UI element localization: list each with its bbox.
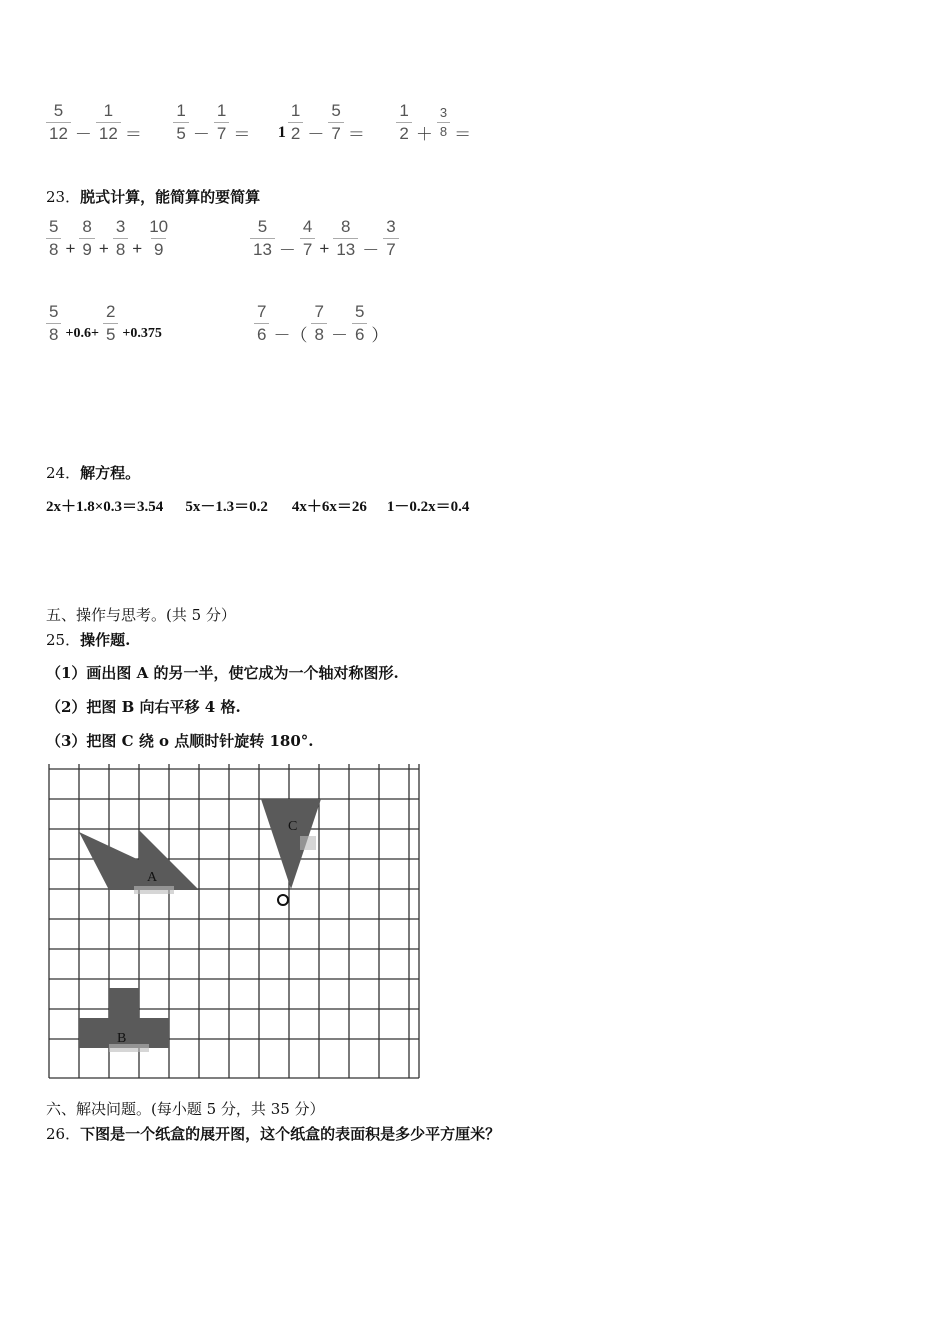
fraction: [352, 303, 367, 344]
fraction: [288, 102, 303, 143]
whole-number: 1: [277, 123, 286, 141]
numerator: 5: [49, 302, 59, 321]
fraction: [250, 218, 275, 259]
denominator: 2: [396, 122, 411, 143]
question-number: 24．: [46, 464, 81, 482]
operator: +: [65, 238, 76, 258]
numerator: 7: [314, 302, 324, 321]
numerator: 5: [49, 217, 59, 236]
grid-figure: [48, 764, 424, 1084]
instruction-2: （2）把图 B 向右平移 4 格.: [46, 698, 241, 716]
equation: 5x－1.3＝0.2: [185, 499, 268, 515]
question-number: 26．: [46, 1125, 81, 1143]
fraction: [46, 102, 71, 143]
denominator: 7: [300, 238, 315, 259]
expression-4: [252, 303, 390, 344]
denominator: 12: [46, 122, 71, 143]
fraction: [311, 303, 326, 344]
operator: －: [74, 125, 92, 144]
operator: +: [319, 238, 330, 258]
denominator: 8: [46, 238, 61, 259]
equals-sign: ＝: [347, 125, 365, 144]
equals-sign: ＝: [454, 125, 472, 144]
operator: －: [330, 326, 348, 345]
fraction: [113, 218, 128, 259]
operator: －: [362, 241, 380, 260]
denominator: 7: [328, 122, 343, 143]
numerator: 1: [176, 101, 186, 120]
fraction: [437, 106, 450, 139]
question-25-heading: [46, 629, 130, 650]
denominator: 8: [437, 122, 450, 139]
question-24-heading: [46, 462, 140, 483]
fraction: [146, 218, 171, 259]
expression-2: [248, 218, 401, 259]
operator-text: ）: [371, 326, 389, 345]
denominator: 5: [103, 323, 118, 344]
fraction-row: [44, 102, 473, 143]
equation: 1－0.2x＝0.4: [386, 499, 470, 515]
numerator: 5: [257, 217, 268, 236]
grid-svg: [48, 764, 424, 1084]
denominator: 9: [79, 238, 94, 259]
denominator: 2: [288, 122, 303, 143]
expression-3: [44, 303, 164, 344]
numerator: 3: [386, 217, 396, 236]
shape-b-shadow: [109, 1044, 149, 1052]
denominator: 6: [352, 323, 367, 344]
question-26-heading: [46, 1123, 500, 1144]
numerator: 8: [82, 217, 92, 236]
question-number: 25．: [46, 631, 81, 649]
question-title: 解方程。: [80, 464, 141, 482]
operator: ＋: [415, 125, 433, 144]
fraction: [96, 102, 121, 143]
numerator: 5: [354, 302, 365, 321]
numerator: 1: [103, 101, 114, 120]
fraction: [333, 218, 358, 259]
question-title: 下图是一个纸盒的展开图，这个纸盒的表面积是多少平方厘米？: [80, 1125, 501, 1143]
numerator: 3: [115, 217, 126, 236]
denominator: 12: [96, 122, 121, 143]
numerator: 2: [105, 302, 116, 321]
numerator: 1: [216, 101, 227, 120]
operator: －: [307, 125, 325, 144]
denominator: 5: [173, 122, 188, 143]
fraction: [103, 303, 118, 344]
instruction-1: （1）画出图 A 的另一半，使它成为一个轴对称图形.: [46, 664, 399, 682]
numerator: 8: [341, 217, 351, 236]
operator-text: +0.375: [122, 325, 162, 341]
denominator: 8: [113, 238, 128, 259]
expression-1: [44, 218, 173, 259]
question-number: 23．: [46, 188, 81, 206]
operator: +: [98, 238, 109, 258]
numerator: 10: [149, 217, 169, 236]
instruction-3: （3）把图 C 绕 o 点顺时针旋转 180°.: [46, 732, 314, 750]
question-title: 脱式计算，能简算的要简算: [80, 188, 261, 206]
fraction: [46, 218, 61, 259]
numerator: 5: [331, 101, 341, 120]
point-o: [278, 895, 288, 905]
numerator: 5: [53, 101, 64, 120]
question-23-heading: [46, 186, 260, 207]
denominator: 7: [214, 122, 229, 143]
denominator: 9: [151, 238, 166, 259]
numerator: 3: [439, 105, 448, 120]
fraction: [396, 102, 411, 143]
fraction: [46, 303, 61, 344]
denominator: 13: [250, 238, 275, 259]
operator-text: －（: [273, 326, 308, 345]
operator: －: [192, 125, 210, 144]
section-6-title: 六、解决问题。(每小题 5 分，共 35 分）: [46, 1100, 325, 1118]
numerator: 1: [290, 101, 301, 120]
operator: －: [278, 241, 296, 260]
label-b: B: [117, 1031, 127, 1046]
denominator: 13: [333, 238, 358, 259]
fraction: [173, 102, 188, 143]
numerator: 1: [399, 101, 409, 120]
fraction: [214, 102, 229, 143]
numerator: 7: [257, 302, 267, 321]
problem-1: [44, 101, 149, 144]
label-a: A: [147, 870, 158, 885]
operator: +: [132, 238, 143, 258]
fraction: [254, 303, 269, 344]
shape-a-shadow: [134, 886, 174, 894]
equals-sign: ＝: [233, 125, 251, 144]
question-title: 操作题.: [80, 631, 131, 649]
denominator: 8: [46, 323, 61, 344]
fraction: [300, 218, 315, 259]
fraction: [79, 218, 94, 259]
fraction: [328, 102, 343, 143]
denominator: 6: [254, 323, 269, 344]
problem-4: [394, 101, 473, 144]
section-5-title: 五、操作与思考。(共 5 分）: [46, 606, 236, 624]
shape-c-shadow: [300, 836, 316, 850]
denominator: 7: [383, 238, 398, 259]
equation: 2x＋1.8×0.3＝3.54: [46, 499, 164, 515]
problem-3: [277, 101, 372, 144]
equation-row: [46, 495, 469, 516]
denominator: 8: [311, 323, 326, 344]
equation: 4x＋6x＝26: [291, 499, 367, 515]
problem-2: [171, 101, 257, 144]
label-c: C: [288, 819, 298, 834]
operator-text: +0.6+: [65, 325, 99, 341]
fraction: [383, 218, 398, 259]
equals-sign: ＝: [124, 125, 142, 144]
numerator: 4: [302, 217, 313, 236]
